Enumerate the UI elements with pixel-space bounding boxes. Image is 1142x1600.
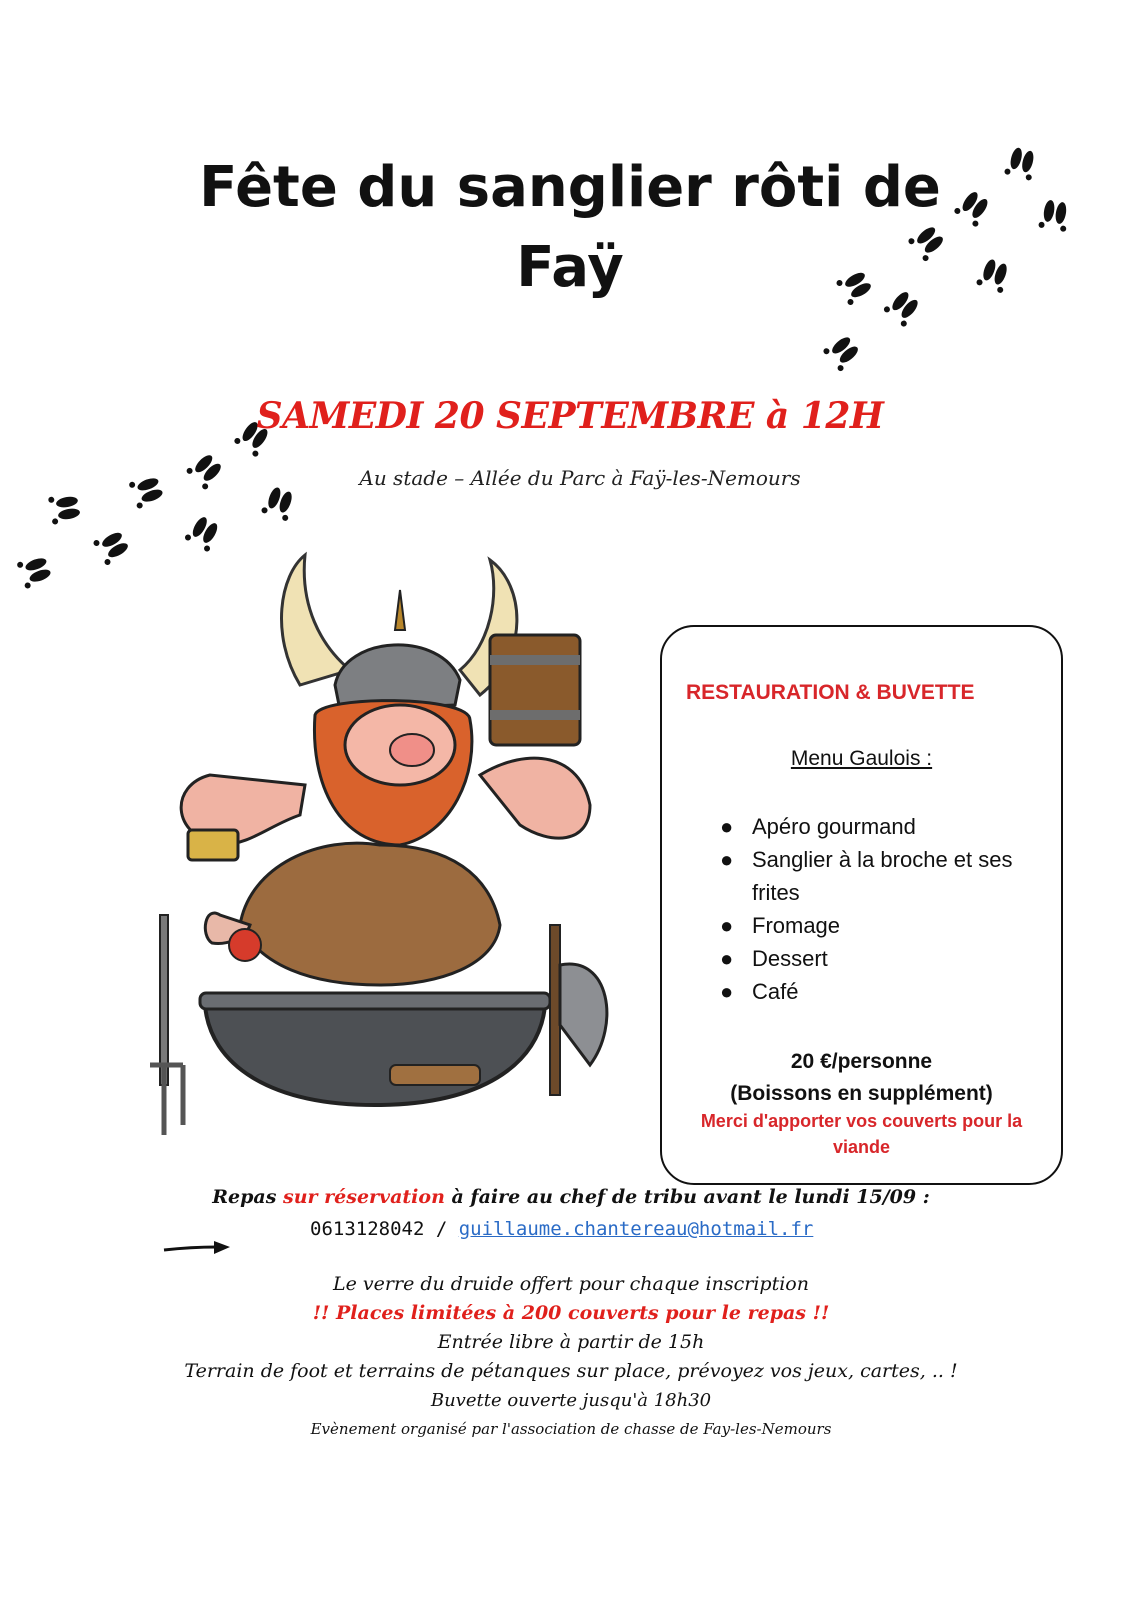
bullet-icon: ● xyxy=(720,913,734,938)
list-item: ● Café xyxy=(710,975,1050,1008)
menu-note: Merci d'apporter vos couverts pour la viande xyxy=(700,1111,1023,1157)
footer-line: Le verre du druide offert pour chaque inscription xyxy=(333,1273,809,1295)
list-item: ● Dessert xyxy=(710,942,1050,975)
list-item: ● Fromage xyxy=(710,909,1050,942)
footer-line-highlight: !! Places limitées à 200 couverts pour le repas !! xyxy=(312,1302,830,1324)
footer-line: Entrée libre à partir de 15h xyxy=(437,1331,705,1353)
footer-line: Buvette ouverte jusqu'à 18h30 xyxy=(430,1390,712,1411)
viking-roasting-boar-illustration xyxy=(150,545,650,1145)
reservation-line: Repas sur réservation à faire au chef de tribu avant le lundi 15/09 : xyxy=(212,1186,930,1208)
event-date: SAMEDI 20 SEPTEMBRE à 12H xyxy=(256,395,884,437)
bullet-icon: ● xyxy=(720,979,734,1004)
arrow-right-icon xyxy=(162,1238,232,1258)
bullet-icon: ● xyxy=(720,847,734,872)
phone-number: 0613128042 xyxy=(310,1218,425,1240)
contact-line: 0613128042 / guillaume.chantereau@hotmail.fr xyxy=(310,1218,814,1240)
menu-subheading: Menu Gaulois : xyxy=(790,747,933,770)
page-title: Fête du sanglier rôti de Faÿ xyxy=(199,155,941,300)
bullet-icon: ● xyxy=(720,946,734,971)
event-venue: Au stade – Allée du Parc à Faÿ-les-Nemours xyxy=(359,466,801,490)
footer-line: Terrain de foot et terrains de pétanques sur place, prévoyez vos jeux, cartes, .. ! xyxy=(184,1360,958,1382)
list-item: ● Sanglier à la broche et ses frites xyxy=(710,843,1050,909)
footer-line: Evènement organisé par l'association de chasse de Fay-les-Nemours xyxy=(310,1420,832,1438)
menu-price: 20 €/personne (Boissons en supplément) xyxy=(730,1050,993,1105)
bullet-icon: ● xyxy=(720,814,734,839)
list-item: ● Apéro gourmand xyxy=(710,810,1050,843)
menu-list xyxy=(710,810,1050,1008)
menu-heading: RESTAURATION & BUVETTE xyxy=(686,681,975,704)
footer-info xyxy=(40,1270,1102,1444)
email-link[interactable]: guillaume.chantereau@hotmail.fr xyxy=(458,1218,814,1240)
